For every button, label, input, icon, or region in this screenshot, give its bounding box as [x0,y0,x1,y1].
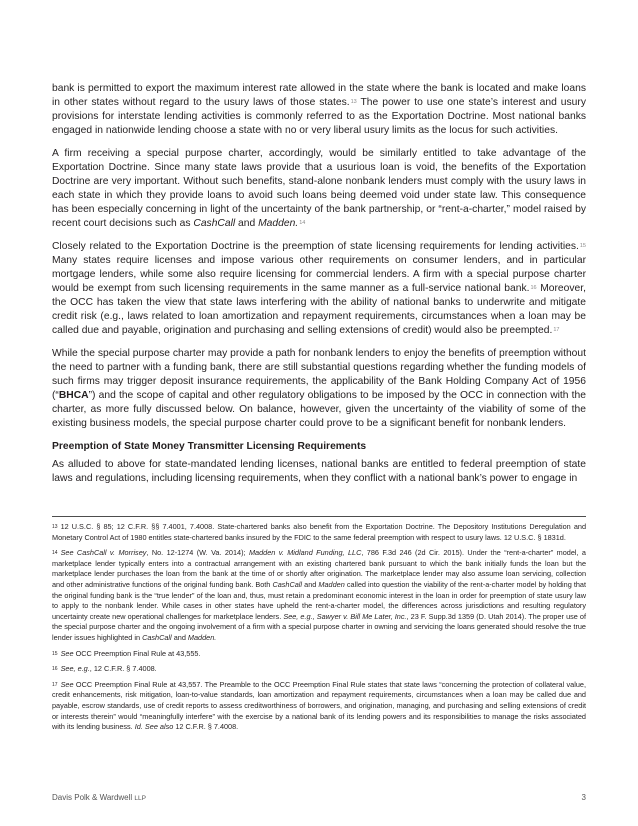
page-footer [52,793,586,805]
page-number: 3 [581,793,586,802]
paragraph-4: While the special purpose charter may provide a path for nonbank lenders to enjoy the benefits of preemption without the need to partner with a funding bank, there are still substantial questions regarding whether the funding models of such firms may trigger deposit insurance requirements, the applicability of the Bank Holding Company Act of 1956 (“BHCA”) and the scope of capital and other regulatory obligations to be imposed by the OCC in connection with the charter, as more fully discussed below. On balance, however, given the uncertainty of the viability of some of the existing business models, the special purpose charter could prove to be a significant benefit for nonbank lenders. [52,348,586,429]
section-heading: Preemption of State Money Transmitter Licensing Requirements [52,441,367,452]
footnote-ref-15[interactable]: 15 [579,243,586,249]
footnote-14: $^{14}$ See CashCall v. Morrisey, No. 12-1274 (W. Va. 2014); Madden v. Midland Funding, LLC, 786 F.3d 246 (2d Cir. 2015). Under the “rent-a-charter” model, a marketplace lender typically enters into a contractual arrangement with an existing chartered bank pursuant to which the bank initially funds the loan but the marketplace lender purchases the loan from the bank at the time of or shortly after origination. The marketplace lender may also assume loan servicing, collection and other administrative functions of the original funding bank. Both CashCall and Madden called into question the viability of the rent-a-charter model by holding that the original funding bank is the “true lender” of the loan and, thus, must retain a predominant economic interest in the loan in order for preemption of state usury law to apply to the nonbank lender. While cases in other states have upheld the rent-a-charter model, the differences across jurisdictions and resulting regulatory uncertainty create new operational challenges for marketplace lenders. See, e.g., Sawyer v. Bill Me Later, Inc., 23 F. Supp.3d 1359 (D. Utah 2014). The proper use of the special purpose charter and the ongoing involvement of a firm with a special purpose charter in owning and servicing the loans generated should resolve the true lender issues highlighted in CashCall and Madden. [52,548,587,642]
footnote-ref-17[interactable]: 17 [553,327,560,333]
footnote-15: $^{15}$ See OCC Preemption Final Rule at 43,555. [52,648,201,658]
paragraph-1: bank is permitted to export the maximum interest rate allowed in the state where the bank is located and make loans in other states without regard to the usury laws of those states.$^{13}$ The power to use one state’s interest and usury provisions for interstate lending activities is commonly referred to as the Exportation Doctrine. Most national banks engaged in nationwide lending choose a state with no or very liberal usury limits as the locus for such activities. [52,83,586,136]
paragraph-2: A firm receiving a special purpose charter, accordingly, would be similarly entitled to take advantage of the Exportation Doctrine. Since many state laws provide that a usurious loan is void, the benefits of the Exportation Doctrine are very important. Without such benefits, stand-alone nonbank lenders must comply with the usury laws in each state in which they provide loans to avoid such loans being deemed void under state law. This consequence has been especially concerning in light of the uncertainty of the bank partnership, or “rent-a-charter,” model raised by recent court decisions such as CashCall and Madden.$^{14}$ [52,148,586,229]
footnote-16: $^{16}$ See, e.g., 12 C.F.R. § 7.4008. [52,664,157,674]
footnote-ref-14[interactable]: 14 [299,220,306,226]
footnote-ref-13[interactable]: 13 [350,99,357,105]
footnotes [52,522,586,738]
main-text [52,82,586,495]
footnote-divider [52,516,586,517]
footnote-ref-16[interactable]: 16 [530,285,537,291]
paragraph-5: As alluded to above for state-mandated lending licenses, national banks are entitled to federal preemption of state laws and regulations, including licensing requirements, when they conflict with a national bank’s power to engage in [52,459,586,484]
firm-name: Davis Polk & Wardwell LLP [52,793,146,802]
footnote-13: $^{13}$ 12 U.S.C. § 85; 12 C.F.R. §§ 7.4001, 7.4008. State-chartered banks also benefit from the Exportation Doctrine. The Depository Institutions Deregulation and Monetary Control Act of 1980 entitles state-chartered banks insured by the FDIC to the same federal preemption with respect to usury laws. 12 U.S.C. § 1831d. [52,522,586,542]
paragraph-3: Closely related to the Exportation Doctrine is the preemption of state licensing requirements for lending activities.$^{15}$ Many states require licenses and impose various other requirements on consumer lenders, and in particular mortgage lenders, while some also require licensing for commercial lenders. A firm with a special purpose charter would be exempt from such licensing requirements in the same manner as a full-service national bank.$^{16}$ Moreover, the OCC has taken the view that state laws interfering with the ability of national banks to underwrite and mitigate credit risk (e.g., laws related to loan amortization and repayment requirements, circumstances when a loan may be called due and payable, origination and purchasing and selling extensions of credit) would also be preempted.$^{17}$ [52,241,586,336]
footnote-17: $^{17}$ See OCC Preemption Final Rule at 43,557. The Preamble to the OCC Preemption Final Rule states that state laws “concerning the protection of collateral value, credit enhancements, risk mitigation, loan-to-value standards, loan amortization and repayment requirements, circumstances when a loan may be called due and payable, escrow standards, use of credit reports to assess creditworthiness of borrowers, and origination, managing, and purchasing and selling extensions of credit or interests therein” would “meaningfully interfere” with the exercise by a national bank of its lending powers and its responsibilities to manage the risks associated with its lending business. Id. See also 12 C.F.R. § 7.4008. [52,679,587,732]
